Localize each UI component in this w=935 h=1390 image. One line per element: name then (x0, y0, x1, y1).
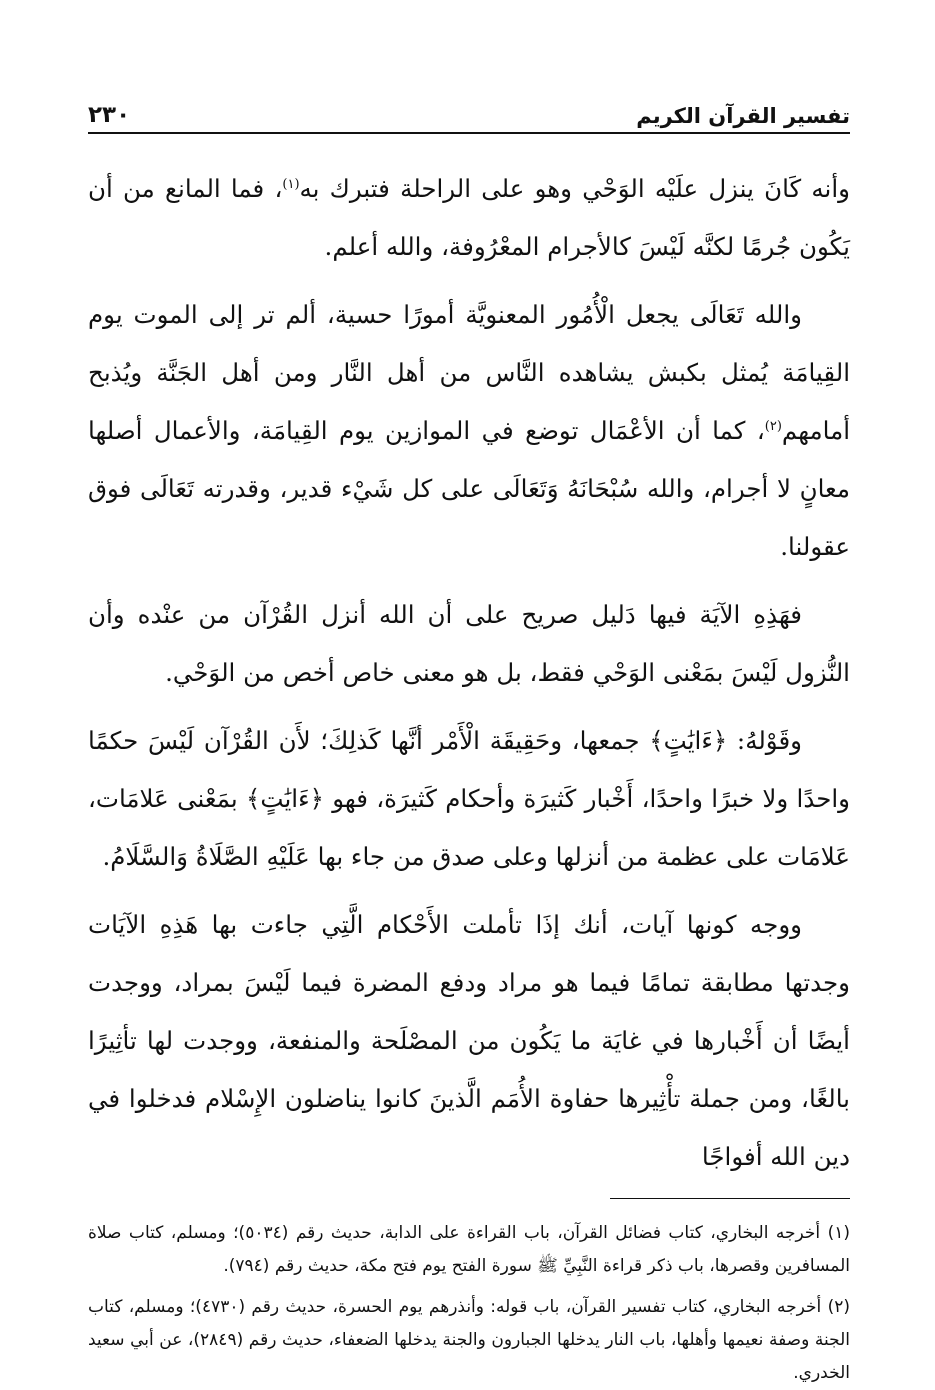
paragraph-1-text-b: ، فما المانع من أن يَكُون جُرمًا لكنَّه لَيْسَ كالأجرام المعْرُوفة، والله أعلم. (88, 174, 850, 261)
footnote-separator (610, 1198, 850, 1199)
paragraph-1-text-a: وأنه كَانَ ينزل علَيْه الوَحْي وهو على الراحلة فتبرك به (299, 174, 850, 203)
running-title: تفسير القرآن الكريم (636, 104, 850, 128)
footnote-marker-1: (١) (282, 176, 300, 192)
footnote-1: (١) أخرجه البخاري، كتاب فضائل القرآن، باب القراءة على الدابة، حديث رقم (٥٠٣٤)؛ ومسلم، كتاب صلاة المسافرين وقصرها، باب ذكر قراءة النَّبِيِّ ﷺ سورة الفتح يوم فتح مكة، حديث رقم (٧٩٤). (88, 1223, 850, 1276)
footnotes (88, 1217, 850, 1390)
paragraph-2-text-a: والله تَعَالَى يجعل الْأُمُور المعنويَّة أمورًا حسية، ألم تر إلى الموت يوم القِيامَة يُمثل بكبش يشاهده النَّاس من أهل النَّار ومن أهل الجَنَّة ويُذبح أمامهم (88, 300, 851, 445)
paragraph-5: ووجه كونها آيات، أنك إذَا تأملت الأَحْكام الَّتِي جاءت بها هَذِهِ الآيَات وجدتها مطابقة تمامًا فيما هو مراد ودفع المضرة فيما لَيْسَ بمراد، ووجدت أيضًا أن أَخْبارها في غايَة ما يَكُون من المصْلَحة والمنفعة، ووجدت لها تأثِيرًا بالغًا، ومن جملة تأْثِيرها حفاوة الأُمَم الَّذينَ كانوا يناضلون الإِسْلام فدخلوا في دين الله أفواجًا (88, 910, 850, 1171)
paragraph-2 (88, 286, 850, 576)
page-header (88, 88, 850, 134)
main-text (88, 160, 850, 1186)
paragraph-3: فهَذِهِ الآيَة فيها دَليل صريح على أن الله أنزل القُرْآن من عنْده وأن النُّزول لَيْسَ بمَعْنى الوَحْي فقط، بل هو معنى خاص أخص من الوَحْي. (88, 600, 850, 687)
paragraph-1 (88, 160, 850, 276)
footnote-2: (٢) أخرجه البخاري، كتاب تفسير القرآن، باب قوله: وأنذرهم يوم الحسرة، حديث رقم (٤٧٣٠)؛ ومسلم، كتاب الجنة وصفة نعيمها وأهلها، باب النار يدخلها الجبارون والجنة يدخلها الضعفاء، حديث رقم (٢٨٤٩)، عن أبي سعيد الخدري. (88, 1297, 851, 1383)
book-page (88, 88, 851, 1383)
paragraph-4: وقَوْلهُ: ﴿ءَايَٰتٍ﴾ جمعها، وحَقِيقَة الْأَمْر أنَّها كَذلِكَ؛ لأَن القُرْآن لَيْسَ حكمًا واحدًا ولا خبرًا واحدًا، أَخْبار كَثيرَة وأحكام كَثيرَة، فهو ﴿ءَايَٰتٍ﴾ بمَعْنى عَلامَات، عَلامَات على عظمة من أنزلها وعلى صدق من جاء بها عَلَيْهِ الصَّلَاةُ وَالسَّلَامُ. (88, 726, 850, 871)
footnote-marker-2: (٢) (764, 418, 782, 434)
paragraph-2-text-b: ، كما أن الأعْمَال توضع في الموازين يوم القِيامَة، والأعمال أصلها معانٍ لا أجرام، والله سُبْحَانَهُ وَتَعَالَى على كل شَيْء قدير، وقدرته تَعَالَى فوق عقولنا. (88, 416, 850, 561)
page-number: ٢٣٠ (88, 102, 131, 128)
